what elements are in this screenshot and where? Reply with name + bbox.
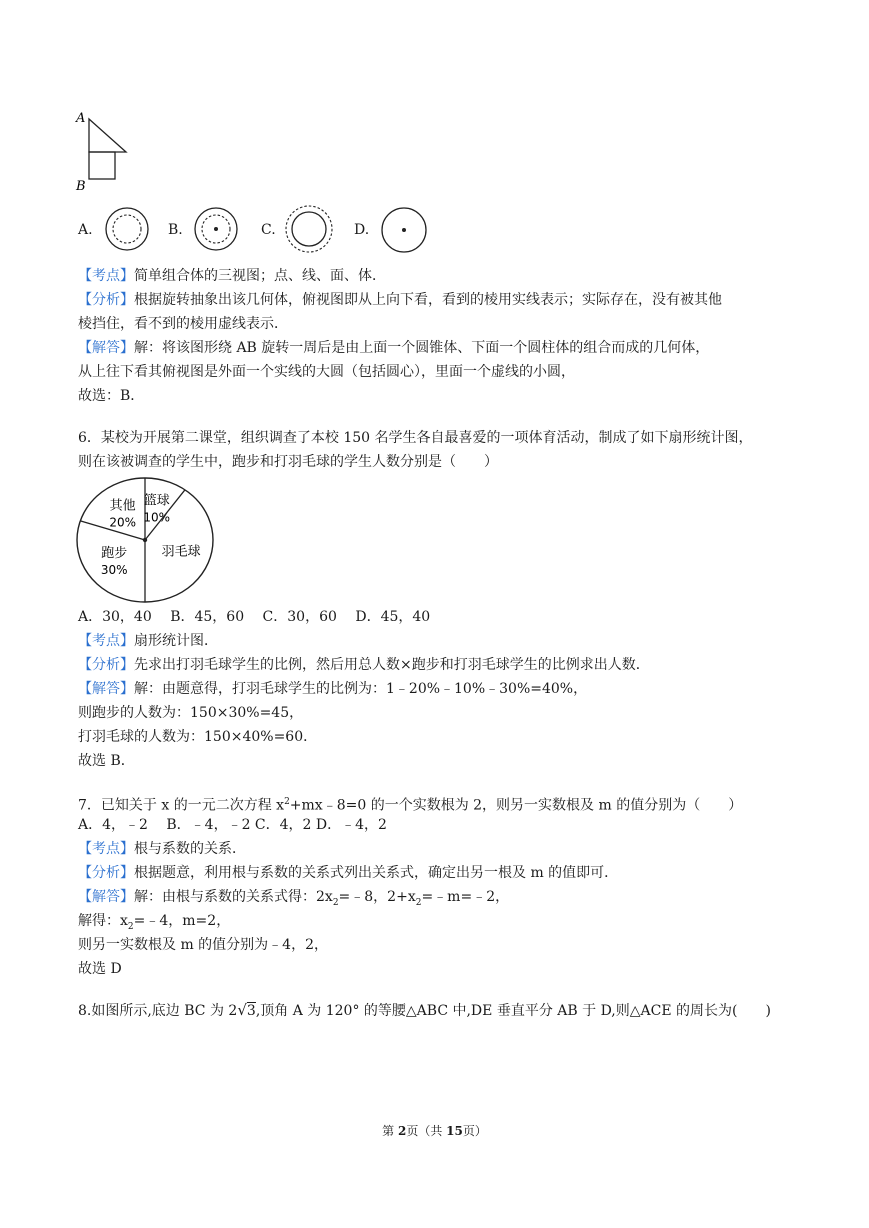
option-letter: A. [78, 222, 93, 238]
jieda-tag: 【解答】 [78, 889, 134, 905]
subscript: 2 [415, 897, 422, 908]
footer-c: 页） [462, 1124, 487, 1138]
q6-fenxi [78, 655, 650, 675]
kaodian-text: 根与系数的关系． [134, 841, 246, 857]
option-letter: C. [261, 222, 276, 238]
kaodian-tag: 【考点】 [78, 268, 134, 284]
q7-stem [78, 792, 742, 816]
q6-options[interactable]: A．30，40 B．45，60 C．30，60 D．45，40 [78, 609, 431, 625]
subscript: 2 [127, 921, 134, 932]
fenxi-text: 先求出打羽毛球学生的比例，然后用总人数×跑步和打羽毛球学生的比例求出人数． [134, 657, 650, 673]
jieda-text: 解：由题意得，打羽毛球学生的比例为：1﹣20%﹣10%﹣30%=40%， [134, 681, 588, 697]
sqrt-symbol: √ [237, 1001, 247, 1019]
sqrt-value: 3 [246, 1003, 256, 1019]
triangle-shape [89, 119, 126, 152]
fenxi-tag: 【分析】 [78, 292, 134, 308]
q7-result: 则另一实数根及 m 的值分别为﹣4，2， [78, 937, 328, 953]
kaodian-text: 简单组合体的三视图；点、线、面、体． [134, 268, 386, 284]
fenxi-tag: 【分析】 [78, 657, 134, 673]
q6-jieda [78, 679, 587, 699]
jieda-b: =﹣8，2+x [338, 889, 416, 905]
q6-stem-2: 则在该被调查的学生中，跑步和打羽毛球的学生人数分别是（ ） [78, 454, 498, 470]
q7-jieda [78, 887, 509, 913]
q6-answer: 故选 B． [78, 753, 135, 769]
option-letter: D. [354, 222, 370, 238]
q7-fenxi [78, 863, 618, 883]
rotation-figure [72, 106, 142, 194]
pie-center-dot [143, 538, 147, 542]
footer-a: 第 [382, 1124, 398, 1138]
q5-kaodian [78, 266, 386, 286]
label-b: B [76, 179, 86, 194]
q6-jieda-3: 打羽毛球的人数为：150×40%=60． [78, 729, 318, 745]
q8-stem-b: ,顶角 A 为 120° 的等腰△ABC 中,DE 垂直平分 AB 于 D,则△ACE 的周长为( ) [255, 1003, 771, 1019]
q5-fenxi [78, 290, 722, 310]
total-pages: 15 [446, 1124, 463, 1138]
pie-slice-name: 羽毛球 [161, 544, 201, 560]
q7-stem-a: 7．已知关于 x 的一元二次方程 x [78, 797, 285, 814]
q8-stem-a: 8.如图所示,底边 BC 为 2 [78, 1003, 238, 1019]
square-shape [89, 152, 115, 179]
label-a: A [76, 111, 86, 126]
q7-stem-b: +mx﹣8=0 的一个实数根为 2，则另一实数根及 m 的值分别为（ ） [289, 797, 743, 814]
pie-slice-label: 20% [109, 515, 137, 530]
q7-solve [78, 911, 230, 937]
q7-exponent: 2 [284, 797, 290, 807]
fenxi-tag: 【分析】 [78, 865, 134, 881]
option-b-figure [193, 206, 239, 252]
kaodian-tag: 【考点】 [78, 633, 134, 649]
page-footer [0, 1122, 869, 1139]
q6-pie-chart [76, 476, 214, 604]
q6-jieda-2: 则跑步的人数为：150×30%=45， [78, 705, 304, 721]
page-number: 2 [397, 1124, 407, 1138]
pie-slice-name: 篮球 [143, 493, 170, 509]
kaodian-tag: 【考点】 [78, 841, 134, 857]
option-a-figure [104, 206, 150, 252]
q5-fenxi-2: 棱挡住，看不到的棱用虚线表示． [78, 316, 288, 332]
solve-b: =﹣4，m=2， [133, 913, 231, 929]
option-letter: B. [168, 222, 183, 238]
jieda-a: 解：由根与系数的关系式得：2x [134, 889, 333, 905]
footer-b: 页（共 [406, 1124, 447, 1138]
option-d-figure [379, 206, 429, 254]
q7-answer: 故选 D [78, 961, 122, 977]
jieda-tag: 【解答】 [78, 681, 134, 697]
pie-slice-label: 10% [143, 510, 171, 525]
option-c-figure [284, 204, 334, 254]
jieda-c: =﹣m=﹣2， [421, 889, 510, 905]
jieda-tag: 【解答】 [78, 340, 134, 356]
q5-answer: 故选：B． [78, 388, 145, 404]
fenxi-text: 根据题意，利用根与系数的关系式列出关系式，确定出另一根及 m 的值即可． [134, 865, 619, 881]
q6-stem-1: 6．某校为开展第二课堂，组织调查了本校 150 名学生各自最喜爱的一项体育活动，制成了如下扇形统计图， [78, 430, 753, 446]
q5-jieda-2: 从上往下看其俯视图是外面一个实线的大圆（包括圆心），里面一个虚线的小圆， [78, 364, 575, 380]
jieda-text: 解：将该图形绕 AB 旋转一周后是由上面一个圆锥体、下面一个圆柱体的组合而成的几何体， [134, 340, 710, 356]
subscript: 2 [332, 897, 339, 908]
solve-a: 解得：x [78, 913, 128, 929]
q8-stem [78, 1000, 771, 1021]
pie-slice-name: 跑步 [101, 545, 128, 561]
pie-slice-label: 30% [100, 562, 128, 577]
q7-options[interactable]: A．4，﹣2 B．﹣4，﹣2 C．4，2 D．﹣4，2 [78, 817, 387, 833]
q6-kaodian [78, 631, 218, 651]
pie-slice-name: 其他 [109, 498, 136, 514]
kaodian-text: 扇形统计图． [134, 633, 218, 649]
q5-jieda [78, 338, 709, 358]
q7-kaodian [78, 839, 246, 859]
fenxi-text: 根据旋转抽象出该几何体，俯视图即从上向下看，看到的棱用实线表示；实际存在，没有被其他 [134, 292, 722, 308]
